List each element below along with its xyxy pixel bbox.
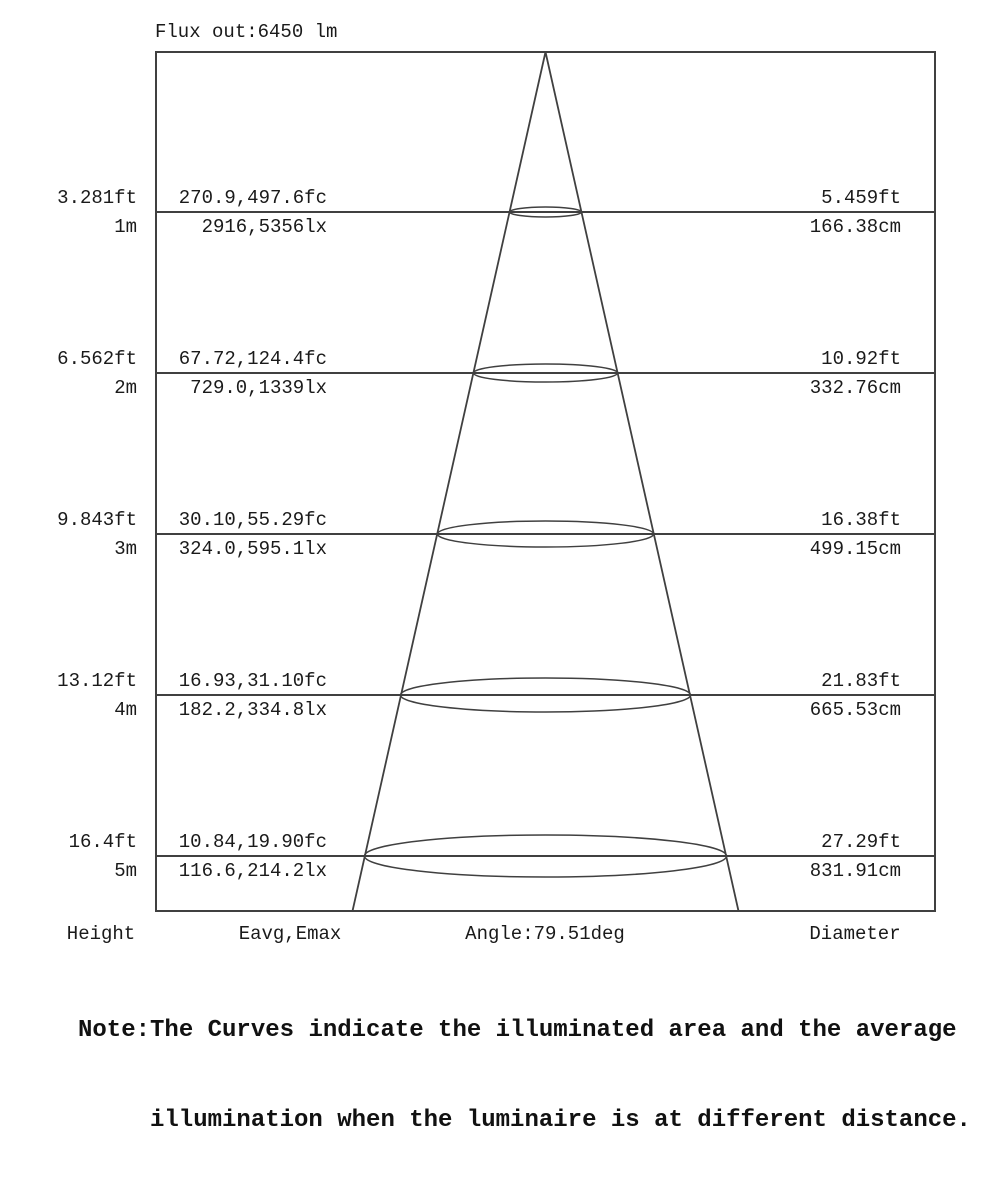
diameter-cm-1m: 166.38cm [809, 216, 901, 238]
note-line-1: Note:The Curves indicate the illuminated area and the average [78, 1017, 957, 1044]
diameter-ft-2m: 10.92ft [821, 348, 901, 370]
diameter-ft-5m: 27.29ft [821, 831, 901, 853]
height-ft-3m: 9.843ft [57, 509, 137, 531]
eavg-emax-lx-1m: 2916,5356lx [201, 216, 327, 238]
eavg-emax-lx-5m: 116.6,214.2lx [178, 860, 327, 882]
height-m-1m: 1m [114, 216, 137, 238]
diagram-frame [156, 52, 935, 911]
height-column-label: Height [66, 923, 136, 945]
diameter-ft-1m: 5.459ft [821, 187, 901, 209]
diameter-cm-5m: 831.91cm [809, 860, 901, 882]
note-text [78, 956, 971, 1196]
eavg-emax-fc-4m: 16.93,31.10fc [178, 670, 327, 692]
eavg-emax-fc-3m: 30.10,55.29fc [178, 509, 327, 531]
eavg-emax-column-label: Eavg,Emax [238, 923, 342, 945]
eavg-emax-lx-4m: 182.2,334.8lx [178, 699, 327, 721]
height-ft-2m: 6.562ft [57, 348, 137, 370]
beam-cone-left-edge [353, 52, 546, 911]
height-ft-1m: 3.281ft [57, 187, 137, 209]
diameter-ft-3m: 16.38ft [821, 509, 901, 531]
eavg-emax-fc-1m: 270.9,497.6fc [178, 187, 327, 209]
eavg-emax-lx-2m: 729.0,1339lx [190, 377, 327, 399]
flux-output-label: Flux out:6450 lm [155, 21, 338, 43]
beam-cone-right-edge [546, 52, 739, 911]
beam-angle-label: Angle:79.51deg [465, 923, 625, 945]
height-m-5m: 5m [114, 860, 137, 882]
eavg-emax-fc-2m: 67.72,124.4fc [178, 348, 327, 370]
height-m-2m: 2m [114, 377, 137, 399]
height-ft-4m: 13.12ft [57, 670, 137, 692]
diameter-cm-3m: 499.15cm [809, 538, 901, 560]
note-line-2: illumination when the luminaire is at different distance. [150, 1107, 971, 1134]
height-m-3m: 3m [114, 538, 137, 560]
eavg-emax-lx-3m: 324.0,595.1lx [178, 538, 327, 560]
diameter-column-label: Diameter [809, 923, 901, 945]
diameter-ft-4m: 21.83ft [821, 670, 901, 692]
height-m-4m: 4m [114, 699, 137, 721]
diameter-cm-2m: 332.76cm [809, 377, 901, 399]
height-ft-5m: 16.4ft [68, 831, 137, 853]
diameter-cm-4m: 665.53cm [809, 699, 901, 721]
eavg-emax-fc-5m: 10.84,19.90fc [178, 831, 327, 853]
